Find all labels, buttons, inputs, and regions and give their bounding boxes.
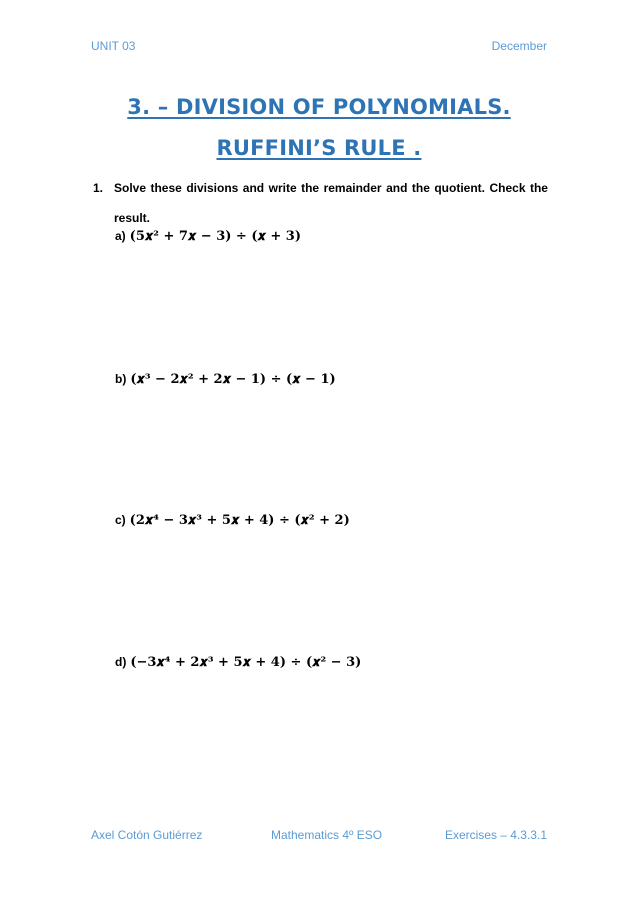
exercise-expression: (5𝒙² + 7𝒙 − 3) ÷ (𝒙 + 3) — [129, 229, 302, 244]
page-title: 3. – DIVISION OF POLYNOMIALS. — [127, 95, 511, 119]
footer-course: Mathematics 4º ESO — [271, 828, 383, 842]
question-word: Solve — [114, 181, 147, 195]
question-1 — [93, 173, 548, 233]
footer-reference: Exercises – 4.3.3.1 — [444, 828, 547, 842]
question-word: Check — [489, 181, 526, 195]
question-text-line-1 — [114, 173, 548, 203]
question-word: the — [301, 181, 320, 195]
exercise-label: c) — [115, 513, 126, 527]
question-number: 1. — [93, 181, 104, 195]
exercise-expression: (𝒙³ − 2𝒙² + 2𝒙 − 1) ÷ (𝒙 − 1) — [130, 372, 336, 387]
exercise-a — [115, 229, 301, 244]
exercise-label: b) — [115, 372, 127, 386]
question-word: and — [242, 181, 265, 195]
exercise-b — [115, 372, 336, 387]
header-unit: UNIT 03 — [91, 39, 136, 53]
exercise-label: a) — [115, 229, 126, 243]
question-word: these — [150, 181, 182, 195]
exercise-expression: (−3𝒙⁴ + 2𝒙³ + 5𝒙 + 4) ÷ (𝒙² − 3) — [130, 655, 362, 670]
question-word: write — [268, 181, 297, 195]
question-word: quotient. — [434, 181, 485, 195]
page-subtitle: RUFFINI’S RULE . — [216, 136, 422, 160]
exercise-expression: (2𝒙⁴ − 3𝒙³ + 5𝒙 + 4) ÷ (𝒙² + 2) — [129, 513, 350, 528]
question-text — [93, 173, 548, 233]
question-word: the — [529, 181, 548, 195]
question-word: the — [411, 181, 430, 195]
question-text-line-2: result. — [114, 211, 151, 225]
exercise-d — [115, 655, 361, 670]
footer-author: Axel Cotón Gutiérrez — [91, 828, 203, 842]
exercise-label: d) — [115, 655, 127, 669]
header-month: December — [491, 39, 547, 53]
question-word: divisions — [186, 181, 239, 195]
exercise-c — [115, 513, 350, 528]
question-word: remainder — [323, 181, 382, 195]
question-word: and — [386, 181, 408, 195]
